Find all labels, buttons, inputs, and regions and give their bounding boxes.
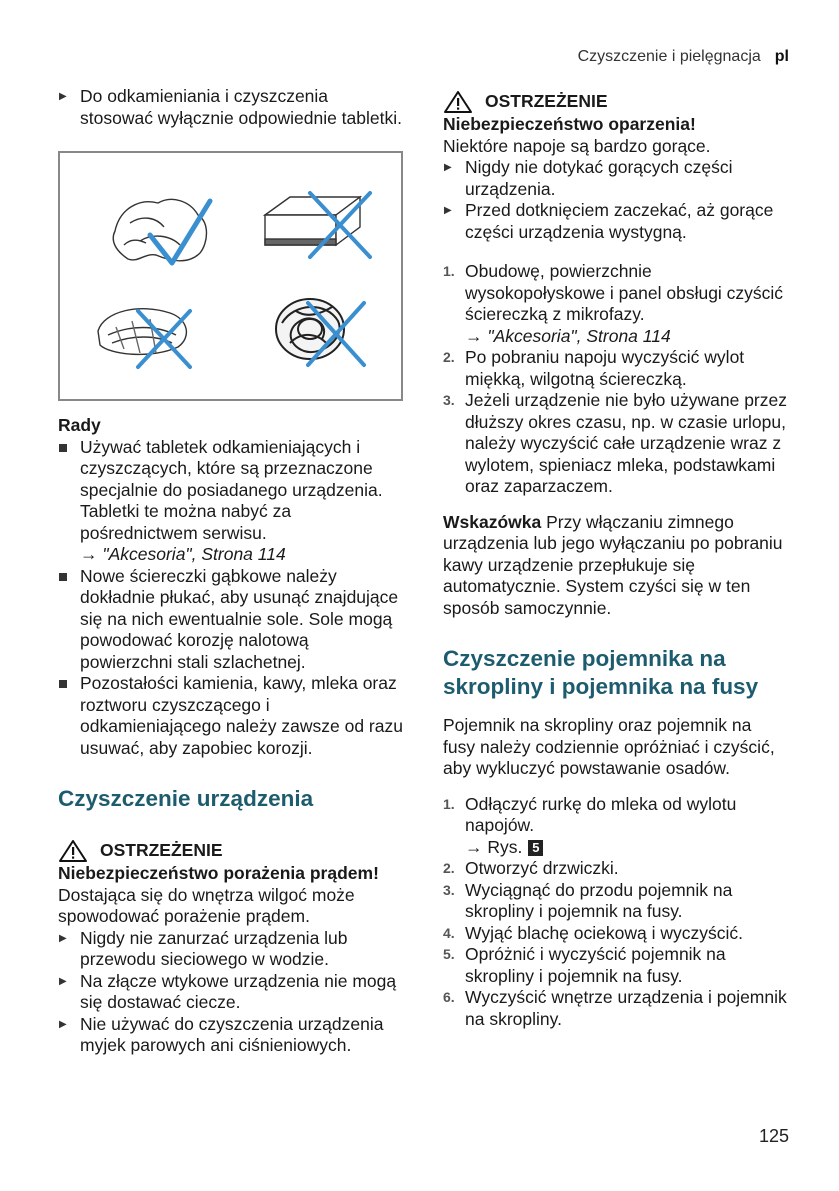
step-number: 6.: [443, 989, 455, 1005]
warning-box: [443, 90, 788, 243]
section-intro: Pojemnik na skropliny oraz pojemnik na fusy należy codziennie opróżniać i czyścić, aby wykluczyć powstawanie osadów.: [443, 715, 775, 778]
step-text: Odłączyć rurkę do mleka od wylotu napojów.: [465, 793, 737, 835]
list-item: [58, 437, 403, 566]
warning-text: Dostająca się do wnętrza wilgoć może spowodować porażenie prądem.: [58, 884, 355, 926]
reference-text: "Akcesoria", Strona 114: [487, 325, 671, 346]
steps-list: [443, 794, 788, 1031]
list-item: Nowe ściereczki gąbkowe należy dokładnie płukać, aby usunąć znajdujące się na nich ewentualnie sole. Sole mogą powodować korozję nalotową powierzchni stali szlachetnej.: [58, 566, 403, 674]
reference-text: "Akcesoria", Strona 114: [102, 544, 286, 564]
note: [443, 512, 788, 620]
section-heading: Czyszczenie pojemnika na skropliny i pojemnika na fusy: [443, 646, 759, 699]
warning-title: Niebezpieczeństwo porażenia prądem!: [58, 863, 379, 883]
section-title: Czyszczenie i pielęgnacja: [577, 48, 761, 65]
list-item: [443, 858, 788, 880]
section-heading: Czyszczenie urządzenia: [58, 786, 314, 811]
warning-header: [443, 90, 788, 114]
steps-list: [443, 261, 788, 498]
tips-title: Rady: [58, 415, 101, 435]
language-code: pl: [774, 48, 789, 65]
list-item: [443, 261, 788, 347]
cross-reference: [465, 326, 671, 346]
list-item: [443, 390, 788, 498]
list-item: ▶ Przed dotknięciem zaczekać, aż gorące części urządzenia wystygną.: [443, 200, 788, 243]
list-item: ▶ Nie używać do czyszczenia urządzenia myjek parowych ani ciśnieniowych.: [58, 1014, 403, 1057]
note-text: Przy włączaniu zimnego urządzenia lub jego wyłączaniu po pobraniu kawy urządzenie przepłukuje się automatycznie. System czyści się w ten sposób samoczynnie.: [443, 511, 783, 618]
list-item: ▶ Do odkamieniania i czyszczenia stosować wyłącznie odpowiednie tabletki.: [58, 86, 403, 129]
warning-text: Niektóre napoje są bardzo gorące.: [443, 135, 711, 156]
list-item: [443, 923, 788, 945]
left-column: [58, 86, 403, 1057]
arrow-icon: →: [465, 836, 488, 857]
step-number: 2.: [443, 349, 455, 365]
step-number: 3.: [443, 392, 455, 408]
step-text: Opróżnić i wyczyścić pojemnik na skropliny i pojemnik na fusy.: [465, 944, 726, 986]
warning-list: [58, 928, 403, 1057]
step-text: Otworzyć drzwiczki.: [465, 858, 619, 878]
warning-list: [443, 157, 788, 243]
arrow-icon: →: [465, 325, 488, 346]
list-item: [443, 944, 788, 987]
step-text: Wyciągnąć do przodu pojemnik na skropliny i pojemnik na fusy.: [465, 879, 733, 921]
tips-list: [58, 437, 403, 760]
figure-number-badge: 5: [528, 840, 543, 856]
step-text: Obudowę, powierzchnie wysokopołyskowe i panel obsługi czyścić ściereczką z mikrofazy.: [465, 261, 784, 324]
arrow-icon: →: [80, 544, 103, 564]
page-number: 125: [758, 1126, 789, 1146]
reference-text: Rys.: [487, 836, 523, 857]
step-text: Wyczyścić wnętrze urządzenia i pojemnik na skropliny.: [465, 987, 787, 1029]
note-label: Wskazówka: [443, 511, 542, 532]
list-item: [443, 794, 788, 859]
list-item: [443, 987, 788, 1030]
warning-box: [58, 839, 403, 1057]
tip-text: Używać tabletek odkamieniających i czyszczących, które są przeznaczone specjalnie do posiadanego urządzenia. Tabletki te można nabyć za pośrednictwem serwisu.: [80, 436, 383, 543]
figure-drawing: [60, 153, 401, 395]
running-header: [578, 46, 789, 68]
cross-reference: [80, 544, 286, 564]
figure-reference: [465, 837, 543, 857]
intro-list: [58, 86, 403, 129]
warning-title: Niebezpieczeństwo oparzenia!: [443, 114, 696, 134]
step-number: 5.: [443, 946, 455, 962]
warning-triangle-icon: [443, 90, 473, 114]
warning-label: OSTRZEŻENIE: [100, 840, 223, 861]
step-number: 4.: [443, 924, 455, 941]
step-number: 1.: [443, 263, 455, 279]
right-column: [443, 90, 788, 1030]
list-item: ▶ Nigdy nie dotykać gorących części urządzenia.: [443, 157, 788, 200]
list-item: [443, 347, 788, 390]
list-item: ▶ Na złącze wtykowe urządzenia nie mogą się dostawać ciecze.: [58, 971, 403, 1014]
list-item: Pozostałości kamienia, kawy, mleka oraz roztworu czyszczącego i odkamieniającego należy zawsze od razu usuwać, aby zapobiec korozji.: [58, 673, 403, 759]
warning-header: [58, 839, 403, 863]
cleaning-materials-figure: [58, 151, 403, 401]
step-text: Jeżeli urządzenie nie było używane przez dłuższy okres czasu, np. w czasie urlopu, należy wyczyścić całe urządzenie wraz z wylotem, spieniacz mleka, podstawkami oraz zaparzaczem.: [465, 390, 787, 496]
list-item: ▶ Nigdy nie zanurzać urządzenia lub przewodu sieciowego w wodzie.: [58, 928, 403, 971]
step-number: 3.: [443, 881, 455, 898]
step-text: Wyjąć blachę ociekową i wyczyścić.: [465, 922, 743, 943]
warning-triangle-icon: [58, 839, 88, 863]
step-number: 2.: [443, 860, 455, 876]
step-text: Po pobraniu napoju wyczyścić wylot miękką, wilgotną ściereczką.: [465, 347, 745, 389]
step-number: 1.: [443, 795, 455, 812]
warning-label: OSTRZEŻENIE: [485, 91, 608, 112]
list-item: [443, 880, 788, 923]
